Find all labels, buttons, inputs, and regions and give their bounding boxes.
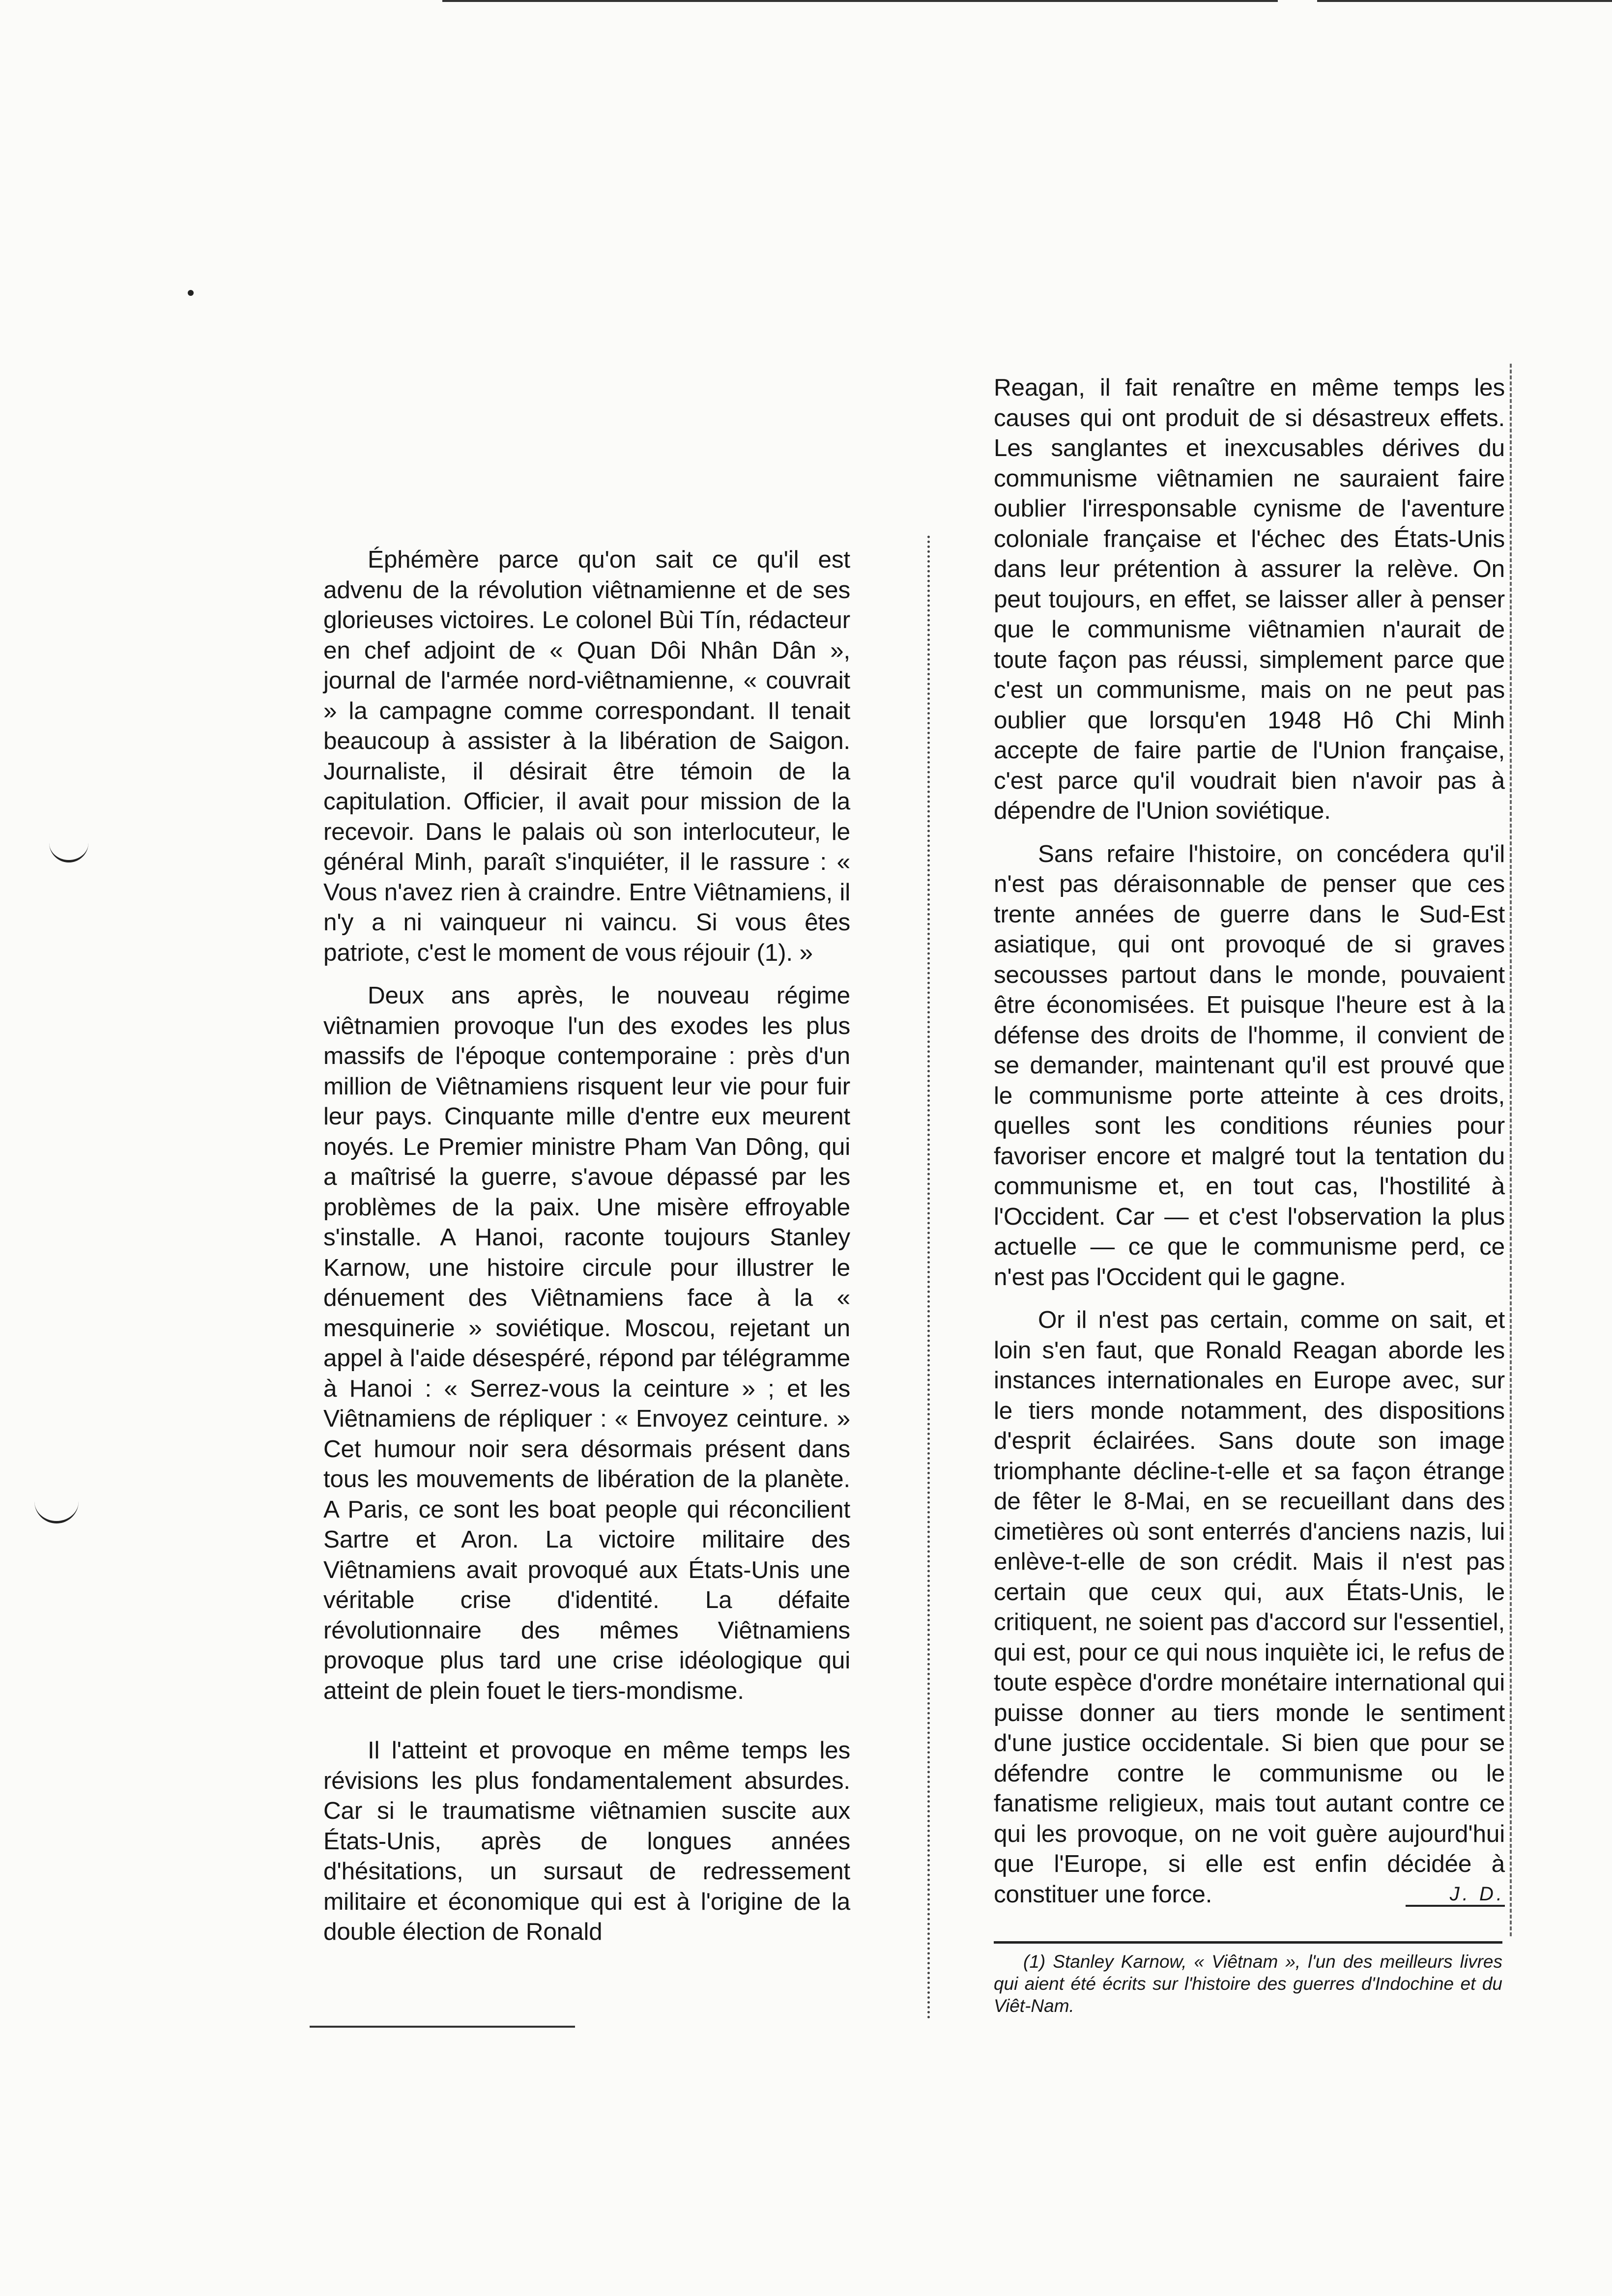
speck-dot xyxy=(188,290,194,296)
footnote-text: (1) Stanley Karnow, « Viêtnam », l'un des meilleurs livres qui aient été écrits sur l'histoire des guerres d'Indochine et du Viêt-Nam. xyxy=(994,1952,1502,2016)
author-signature: J. D. xyxy=(1406,1883,1505,1907)
paragraph: Reagan, il fait renaître en même temps les causes qui ont produit de si désastreux effets. Les sanglantes et inexcusables dérives du communisme viêtnamien ne sauraient faire oublier l'irresponsable cynisme de l'aventure coloniale française et l'échec des États-Unis dans leur prétention à assurer la relève. On peut toujours, en effet, se laisser aller à penser que le communisme viêtnamien n'aurait de toute façon pas réussi, simplement parce que c'est un communisme, mais on ne peut pas oublier que lorsqu'en 1948 Hô Chi Minh accepte de faire partie de l'Union française, c'est parce qu'il voudrait bien n'avoir pas à dépendre de l'Union soviétique. xyxy=(994,374,1505,824)
paragraph: Il l'atteint et provoque en même temps les révisions les plus fondamentalement absurdes. Car si le traumatisme viêtnamien suscite aux États-Unis, après de longues années d'hésitations, un sursaut de redressement militaire et économique qui est à l'origine de la double élection de Ronald xyxy=(323,1737,850,1945)
top-rule-left xyxy=(442,0,1278,2)
article-column-left xyxy=(323,545,850,1947)
paragraph: Sans refaire l'histoire, on concédera qu'il n'est pas déraisonnable de penser que ces trente années de guerre dans le Sud-Est asiatique, qui ont provoqué de si graves secousses partout dans le monde, pouvaient être économisées. Et puisque l'heure est à la défense des droits de l'homme, il convient de se demander, maintenant qu'il est prouvé que le communisme porte atteinte à ces droits, quelles sont les conditions réunies pour favoriser encore et malgré tout la tentation du communisme et, en tout cas, l'hostilité à l'Occident. Car — et c'est l'observation la plus actuelle — ce que le communisme perd, ce n'est pas l'Occident qui le gagne. xyxy=(994,840,1505,1291)
column-end-rule xyxy=(310,2026,575,2028)
footnote xyxy=(994,1941,1502,2017)
punch-hole-mark-bottom xyxy=(34,1494,79,1523)
article-column-right xyxy=(994,373,1505,1909)
right-edge-marks xyxy=(1510,364,1512,1936)
top-rule-right xyxy=(1317,0,1612,2)
paragraph-text: Or il n'est pas certain, comme on sait, et loin s'en faut, que Ronald Reagan aborde les instances internationales en Europe avec, sur le tiers monde notamment, des dispositions d'esprit éclairées. Sans doute son image triomphante décline-t-elle et sa façon étrange de fêter le 8-Mai, en se recueillant dans des cimetières où sont enterrés d'anciens nazis, lui enlève-t-elle de son crédit. Mais il n'est pas certain que ceux qui, aux États-Unis, le critiquent, ne soient pas d'accord sur l'essentiel, qui est, pour ce qui nous inquiète ici, le refus de toute espèce d'ordre monétaire international qui puisse donner au tiers monde le sentiment d'une justice occidentale. Si bien que pour se défendre contre le communisme ou le fanatisme religieux, mais tout autant contre ce qui les provoque, on ne voit guère aujourd'hui que l'Europe, si elle est enfin décidée à constituer une force. xyxy=(994,1306,1505,1908)
punch-hole-mark-top xyxy=(49,835,88,862)
paragraph: Éphémère parce qu'on sait ce qu'il est advenu de la révolution viêtnamienne et de ses glorieuses victoires. Le colonel Bùi Tín, rédacteur en chef adjoint de « Quan Dôi Nhân Dân », journal de l'armée nord-viêtnamienne, « couvrait » la campagne comme correspondant. Il tenait beaucoup à assister à la libération de Saigon. Journaliste, il désirait être témoin de la capitulation. Officier, il avait pour mission de la recevoir. Dans le palais où son interlocuteur, le général Minh, paraît s'inquiéter, il le rassure : « Vous n'avez rien à craindre. Entre Viêtnamiens, il n'y a ni vainqueur ni vaincu. Si vous êtes patriote, c'est le moment de vous réjouir (1). » xyxy=(323,546,850,966)
paragraph: Deux ans après, le nouveau régime viêtnamien provoque l'un des exodes les plus massifs de l'époque contemporaine : près d'un million de Viêtnamiens risquent leur vie pour fuir leur pays. Cinquante mille d'entre eux meurent noyés. Le Premier ministre Pham Van Dông, qui a maîtrisé la guerre, s'avoue dépassé par les problèmes de la paix. Une misère effroyable s'installe. A Hanoi, raconte toujours Stanley Karnow, une histoire circule pour illustrer le dénuement des Viêtnamiens face à la « mesquinerie » soviétique. Moscou, rejetant un appel à l'aide désespéré, répond par télégramme à Hanoi : « Serrez-vous la ceinture » ; et les Viêtnamiens de répliquer : « Envoyez ceinture. » Cet humour noir sera désormais présent dans tous les mouvements de libération de la planète. A Paris, ce sont les boat people qui réconcilient Sartre et Aron. La victoire militaire des Viêtnamiens avait provoqué aux États-Unis une véritable crise d'identité. La défaite révolutionnaire des mêmes Viêtnamiens provoque plus tard une crise idéologique qui atteint de plein fouet le tiers-mondisme. xyxy=(323,982,850,1704)
column-divider xyxy=(927,536,930,2020)
paragraph xyxy=(994,1305,1505,1909)
